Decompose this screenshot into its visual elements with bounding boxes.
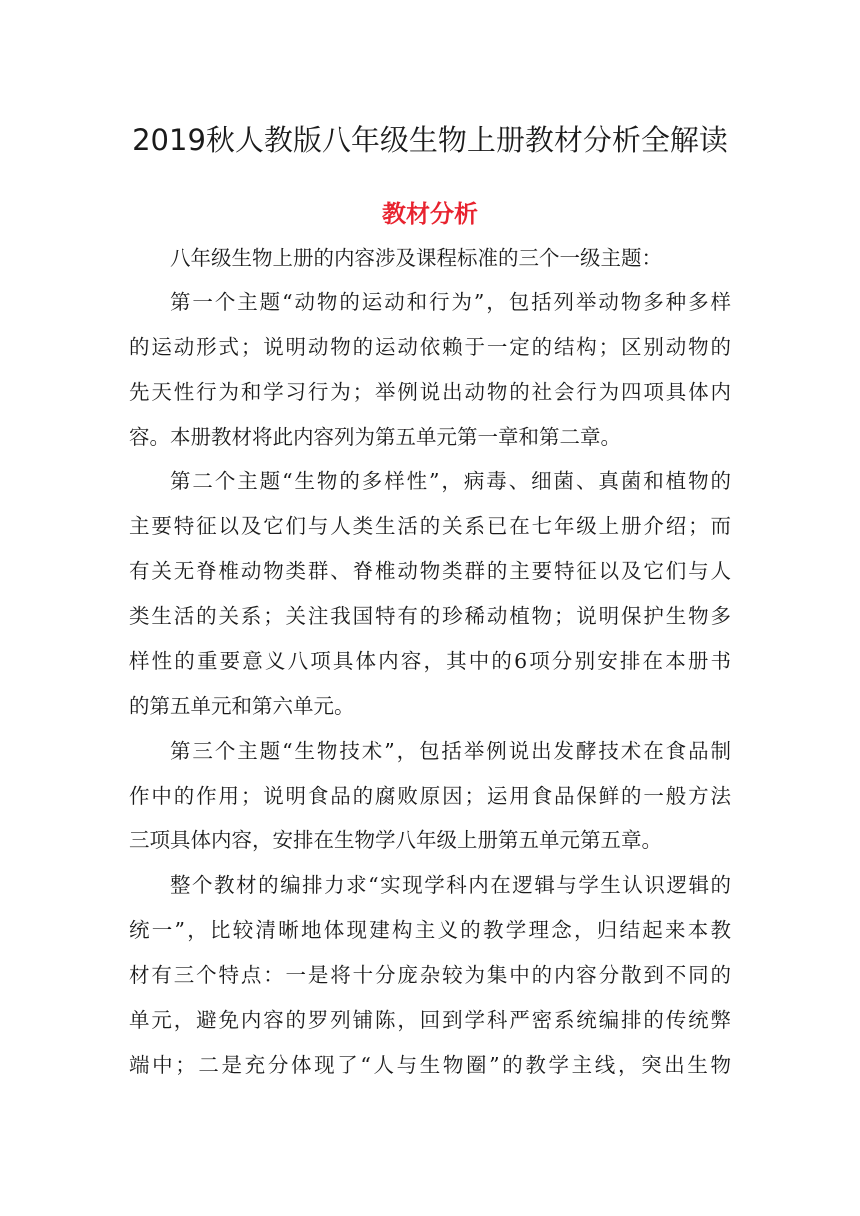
text-line: 样性的重要意义八项具体内容，其中的6项分别安排在本册书 <box>129 649 731 673</box>
section-heading: 教材分析 <box>382 200 478 228</box>
text-line: 材有三个特点：一是将十分庞杂较为集中的内容分散到不同的 <box>129 963 731 987</box>
text-line: 容。本册教材将此内容列为第五单元第一章和第二章。 <box>129 425 621 449</box>
text-line: 有关无脊椎动物类群、脊椎动物类群的主要特征以及它们与人 <box>129 559 731 583</box>
text-line: 整个教材的编排力求“实现学科内在逻辑与学生认识逻辑的 <box>170 873 731 897</box>
text-line: 的第五单元和第六单元。 <box>129 694 355 718</box>
text-line: 主要特征以及它们与人类生活的关系已在七年级上册介绍；而 <box>129 514 731 538</box>
text-line: 作中的作用；说明食品的腐败原因；运用食品保鲜的一般方法 <box>129 784 731 808</box>
text-line: 端中；二是充分体现了“人与生物圈”的教学主线，突出生物 <box>129 1053 731 1077</box>
text-line: 三项具体内容，安排在生物学八年级上册第五单元第五章。 <box>129 828 662 852</box>
text-line: 八年级生物上册的内容涉及课程标准的三个一级主题： <box>170 246 662 270</box>
text-line: 的运动形式；说明动物的运动依赖于一定的结构；区别动物的 <box>129 335 731 359</box>
text-line: 第三个主题“生物技术”，包括举例说出发酵技术在食品制 <box>170 739 731 763</box>
text-line: 单元，避免内容的罗列铺陈，回到学科严密系统编排的传统弊 <box>129 1008 731 1032</box>
text-line: 第一个主题“动物的运动和行为”，包括列举动物多种多样 <box>170 290 731 314</box>
text-line: 先天性行为和学习行为；举例说出动物的社会行为四项具体内 <box>129 380 731 404</box>
text-line: 第二个主题“生物的多样性”，病毒、细菌、真菌和植物的 <box>170 469 731 493</box>
text-line: 统一”，比较清晰地体现建构主义的教学理念，归结起来本教 <box>129 918 731 942</box>
text-line: 类生活的关系；关注我国特有的珍稀动植物；说明保护生物多 <box>129 604 731 628</box>
document-title: 2019秋人教版八年级生物上册教材分析全解读 <box>132 123 728 157</box>
